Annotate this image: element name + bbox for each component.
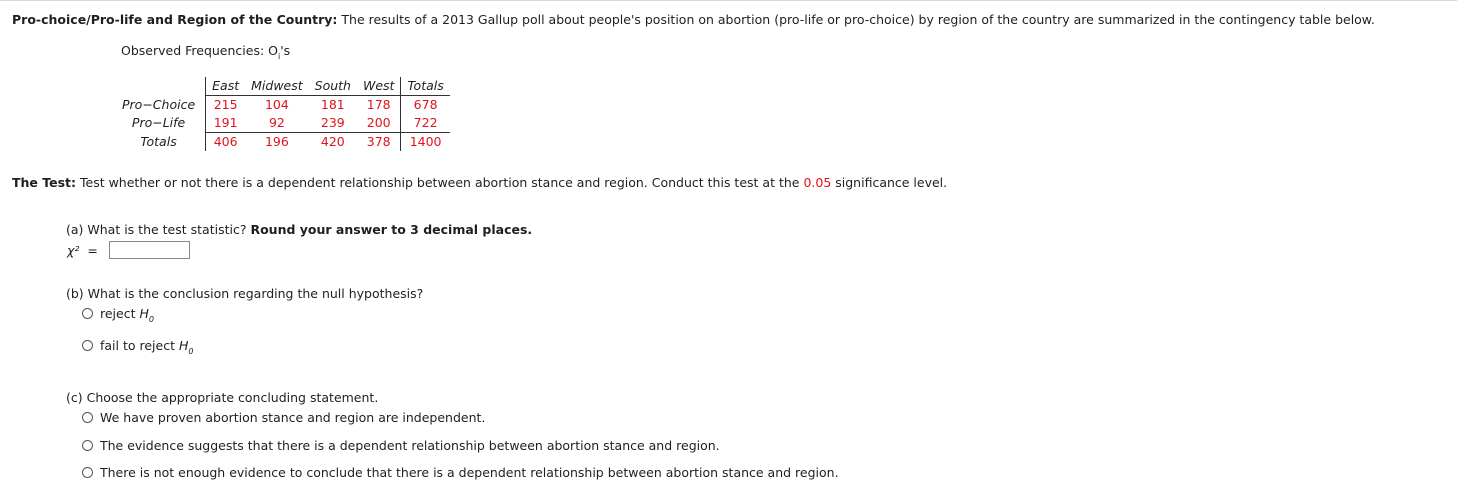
observed-label-text: Observed Frequencies: O: [121, 43, 278, 58]
table-header-row: [116, 77, 450, 96]
equals-sign: =: [87, 243, 98, 258]
test-suffix: significance level.: [831, 175, 948, 190]
observed-suffix: 's: [280, 43, 291, 58]
contingency-table: [116, 77, 450, 151]
option-not-enough-evidence[interactable]: [82, 465, 839, 480]
option-evidence-dependent[interactable]: [82, 438, 720, 453]
table-corner: [116, 77, 206, 96]
option-fail-to-reject-h0[interactable]: [82, 338, 194, 356]
question-c: (c) Choose the appropriate concluding statement.: [66, 390, 379, 405]
question-a: [66, 222, 532, 237]
grand-total: 1400: [401, 133, 450, 152]
col-header: Midwest: [245, 77, 309, 96]
row-total: 722: [401, 114, 450, 133]
radio-button[interactable]: [82, 467, 93, 478]
test-text: Test whether or not there is a dependent relationship between abortion stance and region. Conduct this test at the: [76, 175, 804, 190]
option-proven-independent[interactable]: [82, 410, 485, 425]
chi-square-symbol: χ²: [67, 243, 80, 258]
h0-symbol: [139, 306, 154, 324]
table-cell: 215: [206, 96, 245, 115]
col-total: 406: [206, 133, 245, 152]
radio-button[interactable]: [82, 308, 93, 319]
col-total: 420: [320, 134, 345, 149]
question-a-text: (a) What is the test statistic?: [66, 222, 251, 237]
intro-title: Pro-choice/Pro-life and Region of the Country:: [12, 12, 338, 27]
row-header: Pro−Life: [131, 115, 186, 131]
top-divider: [0, 0, 1457, 1]
question-a-instruction: Round your answer to 3 decimal places.: [250, 222, 533, 237]
h0-subscript: 0: [148, 315, 154, 324]
option-label: fail to reject: [100, 338, 175, 353]
option-label: There is not enough evidence to conclude that there is a dependent relationship between abortion stance and region.: [100, 465, 839, 480]
significance-level: 0.05: [803, 175, 832, 190]
col-header: South: [309, 77, 357, 96]
radio-button[interactable]: [82, 412, 93, 423]
col-header: East: [206, 77, 245, 96]
table-cell: 104: [264, 97, 289, 112]
test-label: The Test:: [12, 175, 77, 190]
table-cell: 239: [309, 114, 357, 133]
observed-subscript: i: [278, 52, 281, 61]
table-cell: 92: [245, 114, 309, 133]
test-paragraph: [12, 175, 947, 190]
col-header: West: [357, 77, 401, 96]
h0-subscript: 0: [188, 347, 194, 356]
col-total: 196: [264, 134, 289, 149]
table-row: [116, 114, 450, 133]
option-label: We have proven abortion stance and region are independent.: [100, 410, 486, 425]
h0-letter: H: [178, 338, 189, 353]
observed-label: [121, 43, 291, 61]
radio-button[interactable]: [82, 340, 93, 351]
intro-text: The results of a 2013 Gallup poll about people's position on abortion (pro-life or pro-choice) by region of the country are summarized in the contingency table below.: [337, 12, 1375, 27]
option-label: reject: [100, 306, 136, 321]
row-total: 678: [401, 96, 450, 115]
h0-letter: H: [139, 306, 149, 321]
option-label: The evidence suggests that there is a dependent relationship between abortion stance and region.: [100, 438, 720, 453]
question-b: (b) What is the conclusion regarding the null hypothesis?: [66, 286, 424, 301]
test-statistic-input[interactable]: [109, 241, 190, 259]
chi-square-label: [67, 243, 98, 258]
intro-paragraph: [12, 12, 1375, 27]
row-header-totals: Totals: [140, 133, 177, 149]
table-cell: 200: [357, 114, 401, 133]
table-row: [116, 96, 450, 115]
row-header: Pro−Choice: [122, 96, 196, 112]
table-cell: 178: [366, 97, 391, 112]
col-total: 378: [366, 134, 391, 149]
col-header-totals: Totals: [401, 77, 450, 96]
table-cell: 181: [320, 97, 345, 112]
table-totals-row: [116, 133, 450, 152]
option-reject-h0[interactable]: [82, 306, 154, 324]
h0-symbol: [178, 338, 194, 356]
table-cell: 191: [206, 114, 245, 133]
radio-button[interactable]: [82, 440, 93, 451]
